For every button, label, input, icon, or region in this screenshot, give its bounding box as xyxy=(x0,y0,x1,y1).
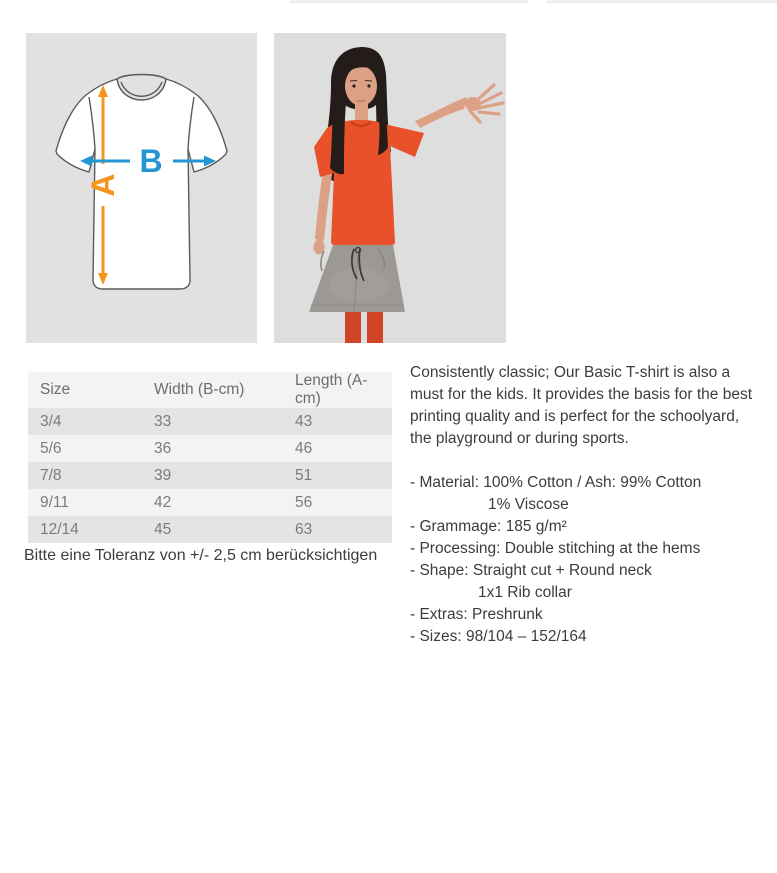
spec-text: - Processing: Double stitching at the hems xyxy=(410,540,701,557)
length-label-A: A xyxy=(85,173,121,197)
width-label-B: B xyxy=(139,143,163,179)
size-table xyxy=(28,372,392,543)
table-row xyxy=(28,435,392,462)
cell-size: 5/6 xyxy=(40,439,62,457)
cell-width: 42 xyxy=(154,493,172,511)
product-description xyxy=(410,362,762,648)
spec-text: - Shape: Straight cut + Round neck xyxy=(410,562,652,579)
size-diagram xyxy=(26,33,257,343)
cell-length: 51 xyxy=(295,466,313,484)
spec-sizes xyxy=(410,626,762,648)
table-row xyxy=(28,516,392,543)
table-row xyxy=(28,489,392,516)
cell-size: 12/14 xyxy=(40,520,79,538)
cell-size: 7/8 xyxy=(40,466,62,484)
col-header-length: Length (A-cm) xyxy=(295,372,368,407)
tolerance-note: Bitte eine Toleranz von +/- 2,5 cm berücksichtigen xyxy=(24,547,378,564)
spec-material xyxy=(410,472,762,516)
cell-width: 45 xyxy=(154,520,172,538)
face xyxy=(345,66,377,106)
top-divider-left xyxy=(290,0,528,3)
spec-text: - Sizes: 98/104 – 152/164 xyxy=(410,628,587,645)
cell-width: 39 xyxy=(154,466,172,484)
spec-grammage xyxy=(410,516,762,538)
model-photo xyxy=(274,33,506,343)
spec-processing xyxy=(410,538,762,560)
spec-subtext: 1x1 Rib collar xyxy=(478,584,572,601)
cell-length: 46 xyxy=(295,439,313,457)
cell-width: 33 xyxy=(154,412,172,430)
tshirt-measurement-diagram xyxy=(26,33,257,343)
spec-extras xyxy=(410,604,762,626)
table-row xyxy=(28,462,392,489)
description-paragraph: Consistently classic; Our Basic T-shirt is also a must for the kids. It provides the basis for the best printing quality and is perfect for the schoolyard, the playground or during sports. xyxy=(410,364,753,447)
spec-text: - Grammage: 185 g/m² xyxy=(410,518,567,535)
spec-text: - Extras: Preshrunk xyxy=(410,606,543,623)
size-table-header-row xyxy=(28,372,392,408)
model-photo-illustration xyxy=(274,33,506,343)
cell-length: 63 xyxy=(295,520,313,538)
cell-length: 43 xyxy=(295,412,313,430)
col-header-size: Size xyxy=(40,381,71,398)
spec-text: - Material: 100% Cotton / Ash: 99% Cotton xyxy=(410,474,702,491)
spec-shape xyxy=(410,560,762,604)
top-divider-right xyxy=(547,0,777,3)
table-row xyxy=(28,408,392,435)
cell-size: 9/11 xyxy=(40,493,70,511)
cell-width: 36 xyxy=(154,439,172,457)
tshirt-outline xyxy=(56,75,227,290)
col-header-width: Width (B-cm) xyxy=(154,381,245,398)
cell-length: 56 xyxy=(295,493,313,511)
cell-size: 3/4 xyxy=(40,412,62,430)
spec-subtext: 1% Viscose xyxy=(488,496,569,513)
